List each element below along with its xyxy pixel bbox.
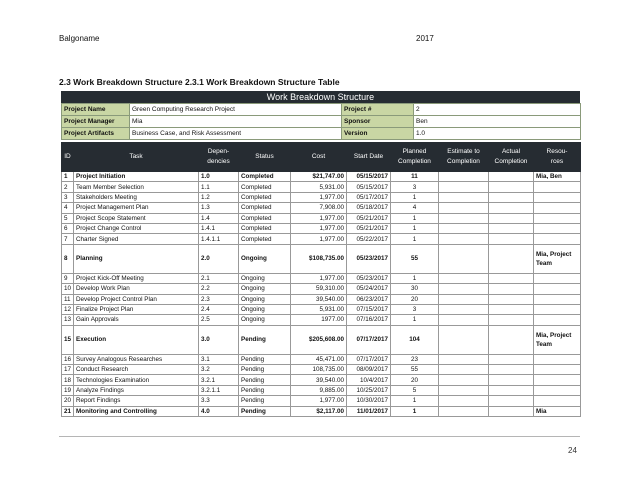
wbs-cell-actual-completion bbox=[489, 325, 534, 354]
table-row bbox=[62, 244, 581, 273]
table-row bbox=[62, 213, 581, 223]
wbs-cell-cost: $108,735.00 bbox=[291, 244, 347, 273]
header-company: Balgoname bbox=[59, 34, 100, 43]
wbs-cell-task: Conduct Research bbox=[74, 365, 199, 375]
wbs-cell-planned-completion: 1 bbox=[391, 234, 439, 244]
wbs-cell-resources: Mia bbox=[534, 406, 581, 416]
col-header-actual-completion bbox=[489, 143, 534, 172]
wbs-cell-id: 3 bbox=[62, 192, 74, 202]
wbs-cell-planned-completion: 104 bbox=[391, 325, 439, 354]
wbs-cell-task: Analyze Findings bbox=[74, 385, 199, 395]
wbs-cell-dependencies: 2.2 bbox=[199, 284, 239, 294]
table-row bbox=[62, 234, 581, 244]
wbs-cell-status: Completed bbox=[239, 192, 291, 202]
wbs-cell-status: Completed bbox=[239, 203, 291, 213]
wbs-cell-estimate-to-completion bbox=[439, 273, 489, 283]
wbs-cell-status: Completed bbox=[239, 182, 291, 192]
wbs-cell-id: 20 bbox=[62, 396, 74, 406]
wbs-cell-start-date: 05/18/2017 bbox=[347, 203, 391, 213]
wbs-cell-task: Stakeholders Meeting bbox=[74, 192, 199, 202]
page-number: 24 bbox=[568, 446, 577, 455]
wbs-cell-dependencies: 3.2.1 bbox=[199, 375, 239, 385]
project-info-table bbox=[61, 103, 581, 140]
wbs-cell-estimate-to-completion bbox=[439, 294, 489, 304]
col-header-dependencies bbox=[199, 143, 239, 172]
table-row bbox=[62, 325, 581, 354]
wbs-cell-resources bbox=[534, 223, 581, 233]
col-header-estimate-to-completion bbox=[439, 143, 489, 172]
wbs-cell-planned-completion: 20 bbox=[391, 294, 439, 304]
wbs-cell-estimate-to-completion bbox=[439, 406, 489, 416]
wbs-cell-actual-completion bbox=[489, 244, 534, 273]
wbs-cell-status: Pending bbox=[239, 385, 291, 395]
wbs-cell-start-date: 05/15/2017 bbox=[347, 172, 391, 182]
wbs-cell-status: Ongoing bbox=[239, 304, 291, 314]
wbs-cell-task: Technologies Examination bbox=[74, 375, 199, 385]
wbs-cell-id: 1 bbox=[62, 172, 74, 182]
wbs-cell-cost: 7,908.00 bbox=[291, 203, 347, 213]
table-row bbox=[62, 284, 581, 294]
wbs-cell-cost: $205,608.00 bbox=[291, 325, 347, 354]
wbs-cell-id: 17 bbox=[62, 365, 74, 375]
wbs-cell-actual-completion bbox=[489, 172, 534, 182]
wbs-table-body bbox=[62, 172, 581, 417]
wbs-cell-id: 11 bbox=[62, 294, 74, 304]
wbs-cell-resources bbox=[534, 213, 581, 223]
wbs-cell-estimate-to-completion bbox=[439, 365, 489, 375]
wbs-cell-dependencies: 2.5 bbox=[199, 315, 239, 325]
wbs-cell-cost: 1,977.00 bbox=[291, 273, 347, 283]
version-label: Version bbox=[342, 128, 414, 140]
wbs-cell-id: 19 bbox=[62, 385, 74, 395]
wbs-cell-dependencies: 4.0 bbox=[199, 406, 239, 416]
wbs-cell-resources: Mia, Project Team bbox=[534, 325, 581, 354]
wbs-cell-task: Finalize Project Plan bbox=[74, 304, 199, 314]
col-header-estimate-line1: Estimate to bbox=[447, 148, 480, 155]
wbs-cell-resources: Mia, Ben bbox=[534, 172, 581, 182]
project-name-value: Green Computing Research Project bbox=[130, 104, 342, 116]
wbs-cell-resources bbox=[534, 192, 581, 202]
wbs-cell-cost: 1,977.00 bbox=[291, 234, 347, 244]
wbs-cell-task: Develop Project Control Plan bbox=[74, 294, 199, 304]
wbs-cell-task: Execution bbox=[74, 325, 199, 354]
table-row bbox=[62, 273, 581, 283]
wbs-cell-actual-completion bbox=[489, 365, 534, 375]
wbs-cell-actual-completion bbox=[489, 223, 534, 233]
info-row bbox=[62, 128, 581, 140]
wbs-cell-cost: 9,885.00 bbox=[291, 385, 347, 395]
wbs-cell-dependencies: 3.2 bbox=[199, 365, 239, 375]
wbs-cell-estimate-to-completion bbox=[439, 284, 489, 294]
wbs-cell-cost: 1,977.00 bbox=[291, 396, 347, 406]
wbs-cell-start-date: 07/17/2017 bbox=[347, 325, 391, 354]
wbs-cell-dependencies: 3.2.1.1 bbox=[199, 385, 239, 395]
wbs-cell-cost: 39,540.00 bbox=[291, 294, 347, 304]
wbs-cell-id: 5 bbox=[62, 213, 74, 223]
wbs-cell-cost: 1,977.00 bbox=[291, 192, 347, 202]
wbs-banner: Work Breakdown Structure bbox=[61, 91, 580, 103]
wbs-cell-resources bbox=[534, 304, 581, 314]
wbs-cell-status: Ongoing bbox=[239, 315, 291, 325]
wbs-cell-resources: Mia, Project Team bbox=[534, 244, 581, 273]
wbs-cell-actual-completion bbox=[489, 304, 534, 314]
wbs-cell-start-date: 10/4/2017 bbox=[347, 375, 391, 385]
wbs-cell-task: Team Member Selection bbox=[74, 182, 199, 192]
col-header-start-date: Start Date bbox=[347, 143, 391, 172]
wbs-cell-dependencies: 2.1 bbox=[199, 273, 239, 283]
col-header-planned-completion bbox=[391, 143, 439, 172]
table-row bbox=[62, 365, 581, 375]
project-number-value: 2 bbox=[414, 104, 581, 116]
wbs-cell-task: Report Findings bbox=[74, 396, 199, 406]
col-header-status: Status bbox=[239, 143, 291, 172]
wbs-cell-id: 16 bbox=[62, 354, 74, 364]
wbs-cell-estimate-to-completion bbox=[439, 223, 489, 233]
info-row bbox=[62, 116, 581, 128]
project-manager-label: Project Manager bbox=[62, 116, 130, 128]
table-row bbox=[62, 182, 581, 192]
wbs-cell-start-date: 05/22/2017 bbox=[347, 234, 391, 244]
project-artifacts-label: Project Artifacts bbox=[62, 128, 130, 140]
project-number-label: Project # bbox=[342, 104, 414, 116]
wbs-cell-status: Ongoing bbox=[239, 273, 291, 283]
wbs-cell-id: 12 bbox=[62, 304, 74, 314]
col-header-resources-line1: Resou- bbox=[546, 148, 568, 155]
project-manager-value: Mia bbox=[130, 116, 342, 128]
wbs-cell-dependencies: 2.3 bbox=[199, 294, 239, 304]
table-row bbox=[62, 172, 581, 182]
wbs-cell-status: Pending bbox=[239, 365, 291, 375]
wbs-cell-id: 18 bbox=[62, 375, 74, 385]
col-header-planned-line1: Planned bbox=[402, 148, 427, 155]
wbs-cell-dependencies: 2.4 bbox=[199, 304, 239, 314]
wbs-table bbox=[61, 142, 581, 417]
wbs-cell-dependencies: 3.0 bbox=[199, 325, 239, 354]
table-row bbox=[62, 294, 581, 304]
table-row bbox=[62, 192, 581, 202]
wbs-header-row bbox=[62, 143, 581, 172]
wbs-cell-actual-completion bbox=[489, 213, 534, 223]
wbs-cell-start-date: 05/21/2017 bbox=[347, 223, 391, 233]
wbs-cell-estimate-to-completion bbox=[439, 325, 489, 354]
wbs-cell-status: Ongoing bbox=[239, 244, 291, 273]
wbs-cell-cost: 45,471.00 bbox=[291, 354, 347, 364]
wbs-cell-actual-completion bbox=[489, 234, 534, 244]
footer-divider bbox=[59, 436, 580, 437]
wbs-cell-cost: $21,747.00 bbox=[291, 172, 347, 182]
sponsor-label: Sponsor bbox=[342, 116, 414, 128]
wbs-cell-estimate-to-completion bbox=[439, 396, 489, 406]
col-header-task: Task bbox=[74, 143, 199, 172]
wbs-cell-actual-completion bbox=[489, 192, 534, 202]
wbs-cell-start-date: 07/16/2017 bbox=[347, 315, 391, 325]
wbs-cell-start-date: 10/30/2017 bbox=[347, 396, 391, 406]
col-header-id: ID bbox=[62, 143, 74, 172]
wbs-cell-task: Project Change Control bbox=[74, 223, 199, 233]
wbs-cell-estimate-to-completion bbox=[439, 304, 489, 314]
wbs-cell-actual-completion bbox=[489, 406, 534, 416]
wbs-cell-status: Ongoing bbox=[239, 294, 291, 304]
wbs-cell-estimate-to-completion bbox=[439, 234, 489, 244]
wbs-cell-task: Project Initiation bbox=[74, 172, 199, 182]
wbs-cell-dependencies: 3.3 bbox=[199, 396, 239, 406]
wbs-cell-planned-completion: 3 bbox=[391, 304, 439, 314]
wbs-cell-status: Pending bbox=[239, 354, 291, 364]
wbs-cell-cost: 1,977.00 bbox=[291, 223, 347, 233]
wbs-cell-dependencies: 1.2 bbox=[199, 192, 239, 202]
wbs-cell-task: Planning bbox=[74, 244, 199, 273]
wbs-cell-planned-completion: 1 bbox=[391, 223, 439, 233]
wbs-cell-status: Pending bbox=[239, 406, 291, 416]
table-row bbox=[62, 223, 581, 233]
wbs-cell-resources bbox=[534, 284, 581, 294]
wbs-cell-resources bbox=[534, 385, 581, 395]
version-value: 1.0 bbox=[414, 128, 581, 140]
wbs-cell-start-date: 05/23/2017 bbox=[347, 273, 391, 283]
wbs-cell-cost: 5,931.00 bbox=[291, 304, 347, 314]
wbs-cell-id: 7 bbox=[62, 234, 74, 244]
wbs-cell-status: Ongoing bbox=[239, 284, 291, 294]
wbs-cell-start-date: 05/15/2017 bbox=[347, 182, 391, 192]
wbs-cell-resources bbox=[534, 315, 581, 325]
wbs-cell-planned-completion: 5 bbox=[391, 385, 439, 395]
wbs-cell-actual-completion bbox=[489, 284, 534, 294]
wbs-cell-actual-completion bbox=[489, 385, 534, 395]
section-title: 2.3 Work Breakdown Structure 2.3.1 Work Breakdown Structure Table bbox=[59, 77, 340, 87]
wbs-cell-task: Monitoring and Controlling bbox=[74, 406, 199, 416]
wbs-cell-id: 4 bbox=[62, 203, 74, 213]
wbs-cell-resources bbox=[534, 203, 581, 213]
wbs-cell-task: Project Management Plan bbox=[74, 203, 199, 213]
wbs-cell-estimate-to-completion bbox=[439, 375, 489, 385]
wbs-cell-planned-completion: 1 bbox=[391, 396, 439, 406]
wbs-cell-start-date: 05/24/2017 bbox=[347, 284, 391, 294]
table-row bbox=[62, 354, 581, 364]
wbs-cell-id: 2 bbox=[62, 182, 74, 192]
project-artifacts-value: Business Case, and Risk Assessment bbox=[130, 128, 342, 140]
wbs-cell-planned-completion: 1 bbox=[391, 213, 439, 223]
col-header-planned-line2: Completion bbox=[398, 158, 431, 165]
wbs-cell-cost: 59,310.00 bbox=[291, 284, 347, 294]
wbs-cell-id: 13 bbox=[62, 315, 74, 325]
table-row bbox=[62, 315, 581, 325]
wbs-cell-planned-completion: 55 bbox=[391, 244, 439, 273]
wbs-cell-planned-completion: 20 bbox=[391, 375, 439, 385]
wbs-cell-task: Project Scope Statement bbox=[74, 213, 199, 223]
wbs-cell-resources bbox=[534, 375, 581, 385]
col-header-resources-line2: rces bbox=[550, 158, 564, 165]
wbs-cell-cost: 1977.00 bbox=[291, 315, 347, 325]
wbs-cell-status: Completed bbox=[239, 234, 291, 244]
wbs-cell-dependencies: 1.4.1.1 bbox=[199, 234, 239, 244]
wbs-cell-estimate-to-completion bbox=[439, 192, 489, 202]
wbs-cell-estimate-to-completion bbox=[439, 385, 489, 395]
wbs-cell-dependencies: 1.0 bbox=[199, 172, 239, 182]
table-row bbox=[62, 396, 581, 406]
wbs-cell-planned-completion: 1 bbox=[391, 315, 439, 325]
wbs-cell-planned-completion: 1 bbox=[391, 192, 439, 202]
wbs-cell-task: Survey Analogous Researches bbox=[74, 354, 199, 364]
wbs-cell-start-date: 05/21/2017 bbox=[347, 213, 391, 223]
wbs-cell-start-date: 11/01/2017 bbox=[347, 406, 391, 416]
wbs-cell-start-date: 07/15/2017 bbox=[347, 304, 391, 314]
wbs-table-block bbox=[61, 142, 580, 417]
table-row bbox=[62, 203, 581, 213]
table-row bbox=[62, 375, 581, 385]
wbs-cell-actual-completion bbox=[489, 203, 534, 213]
wbs-cell-resources bbox=[534, 234, 581, 244]
wbs-cell-cost: 108,735.00 bbox=[291, 365, 347, 375]
project-info-block bbox=[61, 91, 580, 140]
wbs-cell-id: 21 bbox=[62, 406, 74, 416]
wbs-cell-planned-completion: 55 bbox=[391, 365, 439, 375]
wbs-cell-dependencies: 3.1 bbox=[199, 354, 239, 364]
wbs-cell-start-date: 07/17/2017 bbox=[347, 354, 391, 364]
wbs-cell-planned-completion: 23 bbox=[391, 354, 439, 364]
col-header-actual-line2: Completion bbox=[494, 158, 528, 165]
wbs-cell-id: 9 bbox=[62, 273, 74, 283]
wbs-cell-planned-completion: 1 bbox=[391, 273, 439, 283]
wbs-cell-start-date: 08/09/2017 bbox=[347, 365, 391, 375]
wbs-cell-planned-completion: 30 bbox=[391, 284, 439, 294]
col-header-cost: Cost bbox=[291, 143, 347, 172]
info-row bbox=[62, 104, 581, 116]
wbs-cell-actual-completion bbox=[489, 273, 534, 283]
wbs-cell-resources bbox=[534, 365, 581, 375]
wbs-cell-actual-completion bbox=[489, 375, 534, 385]
wbs-cell-id: 15 bbox=[62, 325, 74, 354]
wbs-cell-estimate-to-completion bbox=[439, 182, 489, 192]
wbs-cell-estimate-to-completion bbox=[439, 172, 489, 182]
wbs-cell-actual-completion bbox=[489, 294, 534, 304]
wbs-cell-planned-completion: 1 bbox=[391, 406, 439, 416]
wbs-cell-start-date: 05/23/2017 bbox=[347, 244, 391, 273]
wbs-cell-resources bbox=[534, 354, 581, 364]
header-year: 2017 bbox=[416, 34, 434, 43]
wbs-cell-id: 10 bbox=[62, 284, 74, 294]
wbs-cell-status: Completed bbox=[239, 223, 291, 233]
wbs-cell-estimate-to-completion bbox=[439, 315, 489, 325]
wbs-cell-task: Charter Signed bbox=[74, 234, 199, 244]
col-header-estimate-line2: Completion bbox=[447, 158, 480, 165]
wbs-cell-cost: 39,540.00 bbox=[291, 375, 347, 385]
sponsor-value: Ben bbox=[414, 116, 581, 128]
wbs-cell-estimate-to-completion bbox=[439, 354, 489, 364]
wbs-cell-dependencies: 1.1 bbox=[199, 182, 239, 192]
wbs-cell-dependencies: 1.4 bbox=[199, 213, 239, 223]
wbs-cell-task: Project Kick-Off Meeting bbox=[74, 273, 199, 283]
wbs-cell-resources bbox=[534, 182, 581, 192]
wbs-cell-estimate-to-completion bbox=[439, 244, 489, 273]
wbs-cell-id: 6 bbox=[62, 223, 74, 233]
wbs-cell-task: Gain Approvals bbox=[74, 315, 199, 325]
table-row bbox=[62, 304, 581, 314]
wbs-cell-cost: 5,931.00 bbox=[291, 182, 347, 192]
wbs-cell-dependencies: 1.4.1 bbox=[199, 223, 239, 233]
wbs-cell-status: Completed bbox=[239, 172, 291, 182]
wbs-cell-start-date: 06/23/2017 bbox=[347, 294, 391, 304]
col-header-actual-line1: Actual bbox=[501, 148, 521, 155]
project-name-label: Project Name bbox=[62, 104, 130, 116]
wbs-cell-status: Pending bbox=[239, 325, 291, 354]
wbs-cell-estimate-to-completion bbox=[439, 203, 489, 213]
wbs-cell-dependencies: 2.0 bbox=[199, 244, 239, 273]
col-header-dependencies-line2: dencies bbox=[207, 158, 230, 165]
wbs-cell-planned-completion: 11 bbox=[391, 172, 439, 182]
wbs-cell-planned-completion: 3 bbox=[391, 182, 439, 192]
wbs-cell-estimate-to-completion bbox=[439, 213, 489, 223]
wbs-cell-resources bbox=[534, 396, 581, 406]
wbs-cell-resources bbox=[534, 273, 581, 283]
wbs-cell-dependencies: 1.3 bbox=[199, 203, 239, 213]
wbs-cell-id: 8 bbox=[62, 244, 74, 273]
wbs-cell-status: Pending bbox=[239, 396, 291, 406]
wbs-cell-cost: 1,977.00 bbox=[291, 213, 347, 223]
wbs-cell-resources bbox=[534, 294, 581, 304]
wbs-cell-start-date: 10/25/2017 bbox=[347, 385, 391, 395]
table-row bbox=[62, 385, 581, 395]
col-header-dependencies-line1: Depen- bbox=[207, 148, 230, 155]
wbs-cell-actual-completion bbox=[489, 315, 534, 325]
wbs-cell-actual-completion bbox=[489, 354, 534, 364]
col-header-resources bbox=[534, 143, 581, 172]
wbs-cell-status: Pending bbox=[239, 375, 291, 385]
wbs-cell-task: Develop Work Plan bbox=[74, 284, 199, 294]
wbs-cell-status: Completed bbox=[239, 213, 291, 223]
wbs-cell-actual-completion bbox=[489, 182, 534, 192]
wbs-cell-start-date: 05/17/2017 bbox=[347, 192, 391, 202]
wbs-cell-planned-completion: 4 bbox=[391, 203, 439, 213]
wbs-cell-cost: $2,117.00 bbox=[291, 406, 347, 416]
table-row bbox=[62, 406, 581, 416]
wbs-cell-actual-completion bbox=[489, 396, 534, 406]
